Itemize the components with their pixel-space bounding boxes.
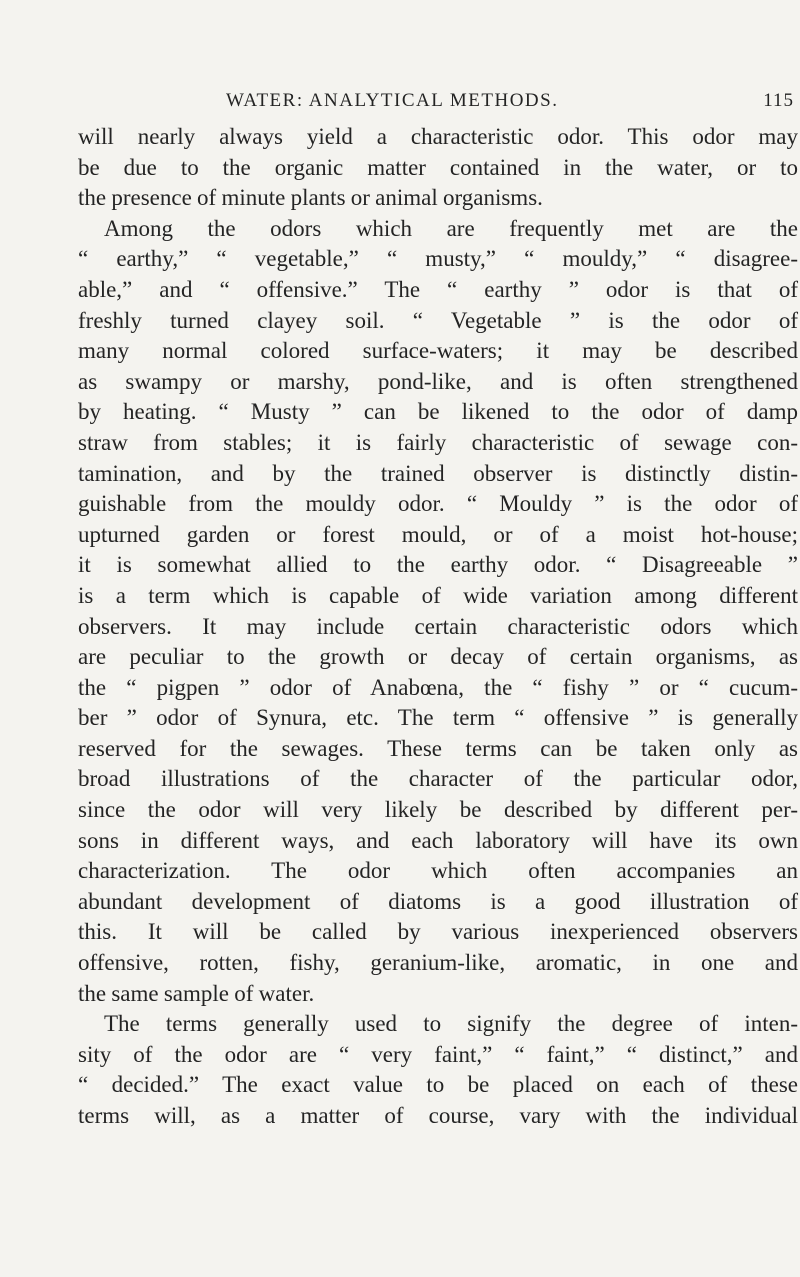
text-line: many normal colored surface-waters; it may be described	[78, 338, 798, 364]
text-line: observers. It may include certain characteristic odors which	[78, 613, 798, 639]
text-line: freshly turned clayey soil. “ Vegetable ” is the odor of	[78, 307, 798, 333]
paragraph-start-line: Among the odors which are frequently met are the	[104, 215, 798, 241]
paragraph-start-line: The terms generally used to signify the degree of inten-	[104, 1011, 798, 1037]
text-line: as swampy or marshy, pond-like, and is often strengthened	[78, 368, 798, 394]
text-line: characterization. The odor which often accompanies an	[78, 858, 798, 884]
book-page	[78, 90, 798, 1132]
text-line: will nearly always yield a characteristic odor. This odor may	[78, 124, 798, 149]
text-line: tamination, and by the trained observer is distinctly distin-	[78, 460, 798, 486]
running-head: WATER: ANALYTICAL METHODS.	[226, 90, 559, 111]
text-line: upturned garden or forest mould, or of a moist hot-house;	[78, 521, 798, 547]
text-line: is a term which is capable of wide variation among different	[78, 582, 798, 608]
text-line: it is somewhat allied to the earthy odor. “ Disagreeable ”	[78, 552, 798, 578]
text-line: “ earthy,” “ vegetable,” “ musty,” “ mouldy,” “ disagree-	[78, 246, 798, 272]
body-text	[78, 122, 798, 1132]
page-header	[78, 90, 798, 120]
text-line: the “ pigpen ” odor of Anabœna, the “ fishy ” or “ cucum-	[78, 674, 798, 700]
text-line: are peculiar to the growth or decay of certain organisms, as	[78, 644, 798, 670]
text-line: by heating. “ Musty ” can be likened to the odor of damp	[78, 399, 798, 425]
text-line: offensive, rotten, fishy, geranium-like, aromatic, in one and	[78, 950, 798, 976]
text-line: terms will, as a matter of course, vary with the individual	[78, 1103, 798, 1128]
page-number: 115	[763, 90, 794, 111]
text-line: the same sample of water.	[78, 980, 315, 1006]
text-line: abundant development of diatoms is a good illustration of	[78, 888, 798, 914]
text-line: straw from stables; it is fairly characteristic of sewage con-	[78, 429, 798, 455]
text-line: “ decided.” The exact value to be placed on each of these	[78, 1072, 798, 1098]
text-line: this. It will be called by various inexperienced observers	[78, 919, 798, 945]
text-line: the presence of minute plants or animal organisms.	[78, 185, 543, 211]
text-line: broad illustrations of the character of the particular odor,	[78, 766, 798, 792]
text-line: sons in different ways, and each laboratory will have its own	[78, 827, 798, 853]
text-line: guishable from the mouldy odor. “ Mouldy ” is the odor of	[78, 491, 798, 517]
text-line: since the odor will very likely be described by different per-	[78, 797, 798, 823]
text-line: reserved for the sewages. These terms can be taken only as	[78, 735, 798, 761]
text-line: ber ” odor of Synura, etc. The term “ offensive ” is generally	[78, 705, 798, 731]
text-line: be due to the organic matter contained in the water, or to	[78, 154, 798, 180]
text-line: sity of the odor are “ very faint,” “ faint,” “ distinct,” and	[78, 1041, 798, 1067]
text-line: able,” and “ offensive.” The “ earthy ” odor is that of	[78, 276, 798, 302]
